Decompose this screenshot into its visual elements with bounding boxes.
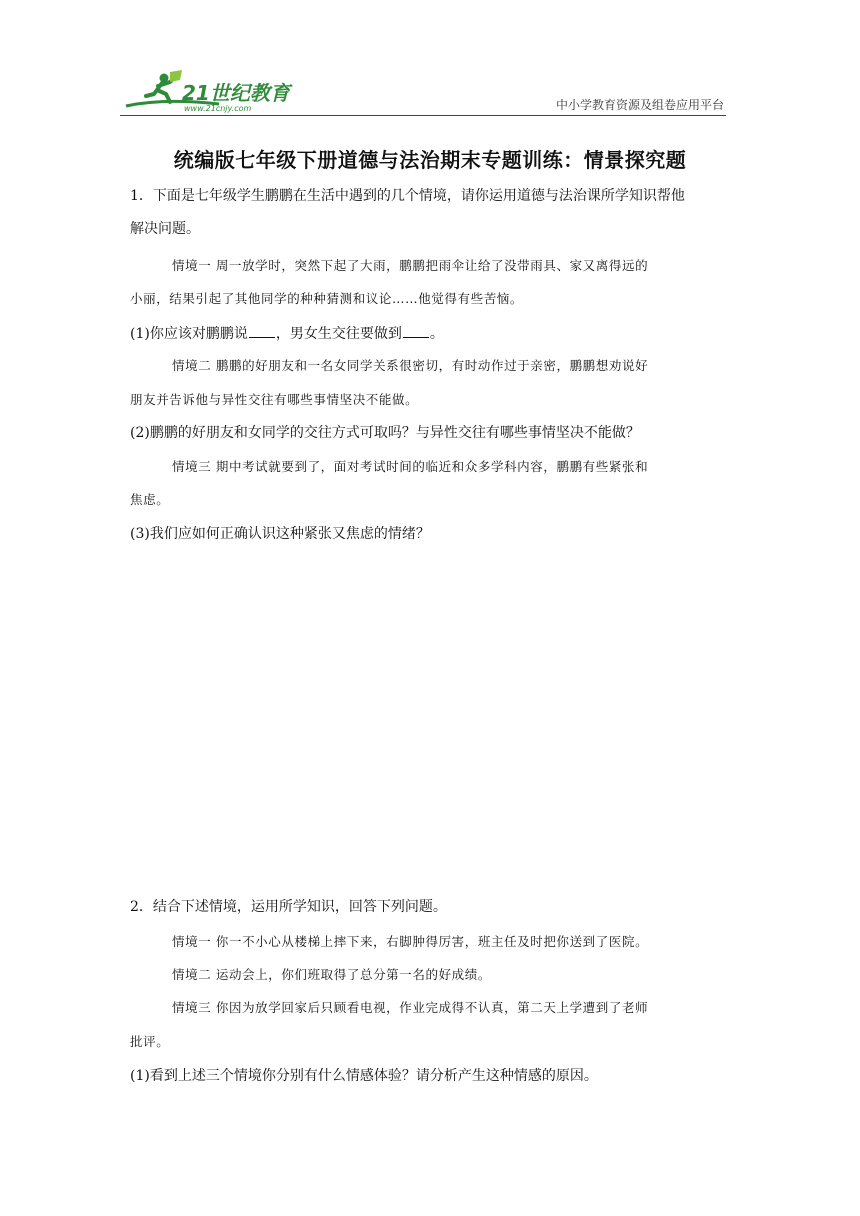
- page-header: [120, 64, 726, 116]
- q2-scenario2: 情境二 运动会上，你们班取得了总分第一名的好成绩。: [172, 967, 491, 982]
- q1-intro-line2: 解决问题。: [130, 221, 200, 237]
- header-divider: [120, 115, 726, 116]
- q1-part3: (3)我们应如何正确认识这种紧张又焦虑的情绪？: [130, 526, 430, 542]
- answer-blank-2[interactable]: [403, 323, 429, 338]
- q1-scenario3-line2: 焦虑。: [130, 492, 170, 507]
- runner-logo-icon: [124, 68, 324, 114]
- q1-scenario2-line1: 情境二 鹏鹏的好朋友和一名女同学关系很密切，有时动作过于亲密，鹏鹏想劝说好: [172, 358, 649, 373]
- q1-scenario2-line2: 朋友并告诉他与异性交往有哪些事情坚决不能做。: [130, 392, 419, 407]
- svg-text:21世纪教育: 21世纪教育: [182, 81, 290, 105]
- page-title: 统编版七年级下册道德与法治期末专题训练：情景探究题: [173, 148, 687, 172]
- q2-scenario3-line1: 情境三 你因为放学回家后只顾看电视，作业完成得不认真，第二天上学遭到了老师: [172, 1000, 649, 1015]
- q1-part1-text-a: (1)你应该对鹏鹏说: [130, 326, 248, 342]
- svg-text:www.21cnjy.com: www.21cnjy.com: [184, 104, 252, 113]
- platform-label: 中小学教育资源及组卷应用平台: [555, 98, 724, 112]
- q1-part2: (2)鹏鹏的好朋友和女同学的交往方式可取吗？与异性交往有哪些事情坚决不能做？: [130, 425, 640, 441]
- q1-scenario1-line1: 情境一 周一放学时，突然下起了大雨，鹏鹏把雨伞让给了没带雨具、家又离得远的: [172, 258, 649, 273]
- q2-scenario3-line2: 批评。: [130, 1034, 170, 1049]
- q2-part1: (1)看到上述三个情境你分别有什么情感体验？请分析产生这种情感的原因。: [130, 1068, 598, 1084]
- q1-scenario1-line2: 小丽，结果引起了其他同学的种种猜测和议论……他觉得有些苦恼。: [130, 291, 524, 306]
- q1-part1-text-c: 。: [429, 326, 444, 342]
- q1-part1: [130, 323, 730, 344]
- logo: [124, 68, 324, 114]
- q2-intro: 2．结合下述情境，运用所学知识，回答下列问题。: [130, 899, 447, 915]
- q2-scenario1: 情境一 你一不小心从楼梯上摔下来，右脚肿得厉害，班主任及时把你送到了医院。: [172, 934, 649, 949]
- q1-intro-line1: 1．下面是七年级学生鹏鹏在生活中遇到的几个情境，请你运用道德与法治课所学知识帮他: [130, 188, 685, 204]
- answer-blank-1[interactable]: [249, 323, 275, 338]
- q1-scenario3-line1: 情境三 期中考试就要到了，面对考试时间的临近和众多学科内容，鹏鹏有些紧张和: [172, 459, 649, 474]
- q1-part1-text-b: ，男女生交往要做到: [275, 326, 402, 342]
